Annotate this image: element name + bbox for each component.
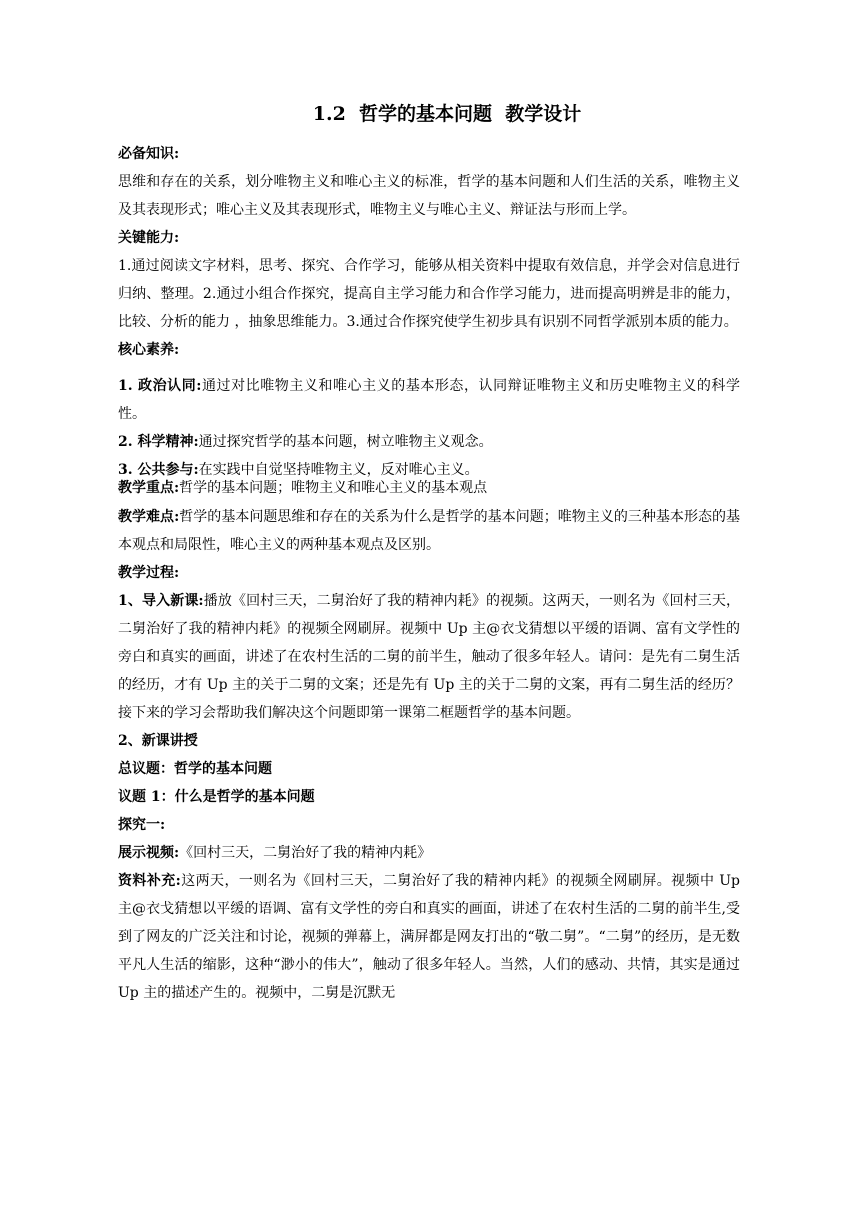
core-literacy-item-text: 在实践中自觉坚持唯物主义，反对唯心主义。 bbox=[198, 462, 479, 478]
core-literacy-item-label: 1. 政治认同: bbox=[118, 378, 202, 394]
core-literacy-item-text: 通过探究哲学的基本问题，树立唯物主义观念。 bbox=[198, 434, 493, 450]
core-literacy-item-label: 2. 科学精神: bbox=[118, 434, 199, 450]
core-literacy-item bbox=[118, 372, 740, 428]
required-knowledge-text: 思维和存在的关系，划分唯物主义和唯心主义的标准，哲学的基本问题和人们生活的关系，唯物主义及其表现形式；唯心主义及其表现形式，唯物主义与唯心主义、辩证法与形而上学。 bbox=[118, 174, 740, 218]
key-abilities-heading: 关键能力: bbox=[118, 230, 180, 246]
difficulties-label: 教学难点: bbox=[118, 509, 180, 525]
video-label: 展示视频: bbox=[118, 845, 180, 861]
key-points-label: 教学重点: bbox=[118, 480, 180, 496]
document-page bbox=[118, 100, 740, 1007]
document-title: 1.2 哲学的基本问题 教学设计 bbox=[312, 103, 582, 125]
topic1-heading: 议题 1：什么是哲学的基本问题 bbox=[118, 789, 315, 805]
process-heading: 教学过程: bbox=[118, 565, 180, 581]
general-topic-heading: 总议题：哲学的基本问题 bbox=[118, 761, 272, 777]
material-label: 资料补充: bbox=[118, 873, 181, 889]
key-points-text: 哲学的基本问题；唯物主义和唯心主义的基本观点 bbox=[179, 480, 488, 496]
material-paragraph bbox=[118, 867, 740, 1007]
required-knowledge-heading: 必备知识: bbox=[118, 146, 180, 162]
core-literacy-item-label: 3. 公共参与: bbox=[118, 462, 199, 478]
intro-text: 播放《回村三天，二舅治好了我的精神内耗》的视频。这两天，一则名为《回村三天，二舅治好了我的精神内耗》的视频全网刷屏。视频中 Up 主@衣戈猜想以平缓的语调、富有文学性的旁白和真实的画面，讲述了在农村生活的二舅的前半生，触动了很多年轻人。请问：是先有二舅生活的经历，才有 Up 主的关于二舅的文案；还是先有 Up 主的关于二舅的文案，再有二舅生活的经历？接下来的学习会帮助我们解决这个问题即第一课第二框题哲学的基本问题。 bbox=[118, 593, 740, 721]
difficulties-text: 哲学的基本问题思维和存在的关系为什么是哲学的基本问题；唯物主义的三种基本形态的基本观点和局限性，唯心主义的两种基本观点及区别。 bbox=[118, 509, 741, 553]
intro-paragraph bbox=[118, 587, 740, 727]
core-literacy-item-text: 通过对比唯物主义和唯心主义的基本形态，认同辩证唯物主义和历史唯物主义的科学性。 bbox=[118, 378, 740, 422]
core-literacy-heading: 核心素养: bbox=[118, 342, 180, 358]
key-abilities-text: 1.通过阅读文字材料，思考、探究、合作学习，能够从相关资料中提取有效信息，并学会对信息进行归纳、整理。2.通过小组合作探究，提高自主学习能力和合作学习能力，进而提高明辨是非的能力，比较、分析的能力 ，抽象思维能力。3.通过合作探究使学生初步具有识别不同哲学派别本质的能力。 bbox=[118, 258, 740, 330]
difficulties bbox=[118, 503, 740, 559]
core-literacy-item bbox=[118, 428, 740, 456]
intro-label: 1、导入新课: bbox=[118, 593, 204, 609]
new-lesson-heading: 2、新课讲授 bbox=[118, 733, 198, 749]
core-literacy-item bbox=[118, 461, 740, 479]
video-text: 《回村三天，二舅治好了我的精神内耗》 bbox=[179, 845, 432, 861]
key-points bbox=[118, 479, 740, 497]
explore1-heading: 探究一: bbox=[118, 817, 166, 833]
material-text: 这两天，一则名为《回村三天，二舅治好了我的精神内耗》的视频全网刷屏。视频中 Up 主@衣戈猜想以平缓的语调、富有文学性的旁白和真实的画面，讲述了在农村生活的二舅的前半生,受到了网友的广泛关注和讨论，视频的弹幕上，满屏都是网友打出的“敬二舅”。“二舅”的经历，是无数平凡人生活的缩影，这种“渺小的伟大”，触动了很多年轻人。当然，人们的感动、共情，其实是通过 Up 主的描述产生的。视频中，二舅是沉默无 bbox=[118, 873, 740, 1001]
video-paragraph bbox=[118, 839, 740, 867]
